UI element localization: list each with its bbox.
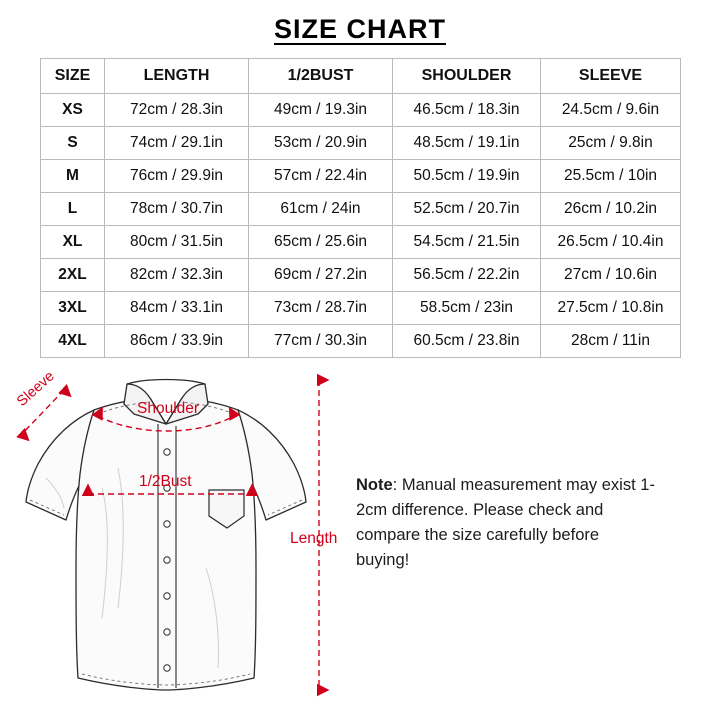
cell-size: L bbox=[41, 193, 105, 226]
cell-length: 74cm / 29.1in bbox=[105, 127, 249, 160]
cell-size: 2XL bbox=[41, 259, 105, 292]
cell-size: XS bbox=[41, 94, 105, 127]
cell-shoulder: 54.5cm / 21.5in bbox=[393, 226, 541, 259]
shirt-diagram bbox=[6, 368, 336, 718]
cell-length: 80cm / 31.5in bbox=[105, 226, 249, 259]
note-block bbox=[356, 473, 656, 573]
cell-length: 84cm / 33.1in bbox=[105, 292, 249, 325]
cell-size: 3XL bbox=[41, 292, 105, 325]
cell-half-bust: 61cm / 24in bbox=[249, 193, 393, 226]
column-header-length: LENGTH bbox=[105, 59, 249, 94]
cell-shoulder: 58.5cm / 23in bbox=[393, 292, 541, 325]
cell-sleeve: 24.5cm / 9.6in bbox=[541, 94, 681, 127]
cell-shoulder: 46.5cm / 18.3in bbox=[393, 94, 541, 127]
cell-sleeve: 25cm / 9.8in bbox=[541, 127, 681, 160]
cell-half-bust: 65cm / 25.6in bbox=[249, 226, 393, 259]
cell-shoulder: 50.5cm / 19.9in bbox=[393, 160, 541, 193]
cell-half-bust: 69cm / 27.2in bbox=[249, 259, 393, 292]
cell-shoulder: 56.5cm / 22.2in bbox=[393, 259, 541, 292]
cell-shoulder: 48.5cm / 19.1in bbox=[393, 127, 541, 160]
column-header-size: SIZE bbox=[41, 59, 105, 94]
measure-label-sleeve: Sleeve bbox=[14, 368, 58, 410]
measure-label-length: Length bbox=[290, 530, 338, 547]
cell-half-bust: 53cm / 20.9in bbox=[249, 127, 393, 160]
table-row bbox=[41, 226, 681, 259]
note-label: Note bbox=[356, 476, 393, 494]
cell-sleeve: 25.5cm / 10in bbox=[541, 160, 681, 193]
cell-length: 82cm / 32.3in bbox=[105, 259, 249, 292]
cell-sleeve: 27cm / 10.6in bbox=[541, 259, 681, 292]
size-chart-table-wrap bbox=[40, 58, 680, 358]
cell-size: XL bbox=[41, 226, 105, 259]
page-title: SIZE CHART bbox=[274, 14, 446, 44]
measure-label-shoulder: Shoulder bbox=[137, 400, 200, 417]
cell-sleeve: 26.5cm / 10.4in bbox=[541, 226, 681, 259]
table-header-row bbox=[41, 59, 681, 94]
cell-size: M bbox=[41, 160, 105, 193]
cell-length: 72cm / 28.3in bbox=[105, 94, 249, 127]
cell-sleeve: 26cm / 10.2in bbox=[541, 193, 681, 226]
table-row bbox=[41, 94, 681, 127]
cell-half-bust: 49cm / 19.3in bbox=[249, 94, 393, 127]
table-row bbox=[41, 325, 681, 358]
cell-shoulder: 60.5cm / 23.8in bbox=[393, 325, 541, 358]
table-row bbox=[41, 127, 681, 160]
cell-shoulder: 52.5cm / 20.7in bbox=[393, 193, 541, 226]
table-row bbox=[41, 160, 681, 193]
cell-half-bust: 57cm / 22.4in bbox=[249, 160, 393, 193]
column-header-shoulder: SHOULDER bbox=[393, 59, 541, 94]
cell-length: 78cm / 30.7in bbox=[105, 193, 249, 226]
cell-length: 86cm / 33.9in bbox=[105, 325, 249, 358]
table-row bbox=[41, 292, 681, 325]
table-row bbox=[41, 259, 681, 292]
cell-size: 4XL bbox=[41, 325, 105, 358]
column-header-half-bust: 1/2BUST bbox=[249, 59, 393, 94]
cell-sleeve: 28cm / 11in bbox=[541, 325, 681, 358]
size-chart-table bbox=[40, 58, 681, 358]
cell-half-bust: 77cm / 30.3in bbox=[249, 325, 393, 358]
diagram-and-note bbox=[0, 368, 720, 723]
cell-size: S bbox=[41, 127, 105, 160]
cell-sleeve: 27.5cm / 10.8in bbox=[541, 292, 681, 325]
cell-length: 76cm / 29.9in bbox=[105, 160, 249, 193]
measure-label-half-bust: 1/2Bust bbox=[139, 473, 192, 490]
cell-half-bust: 73cm / 28.7in bbox=[249, 292, 393, 325]
table-row bbox=[41, 193, 681, 226]
column-header-sleeve: SLEEVE bbox=[541, 59, 681, 94]
note-text: : Manual measurement may exist 1-2cm difference. Please check and compare the size carefully before buying! bbox=[356, 476, 655, 570]
